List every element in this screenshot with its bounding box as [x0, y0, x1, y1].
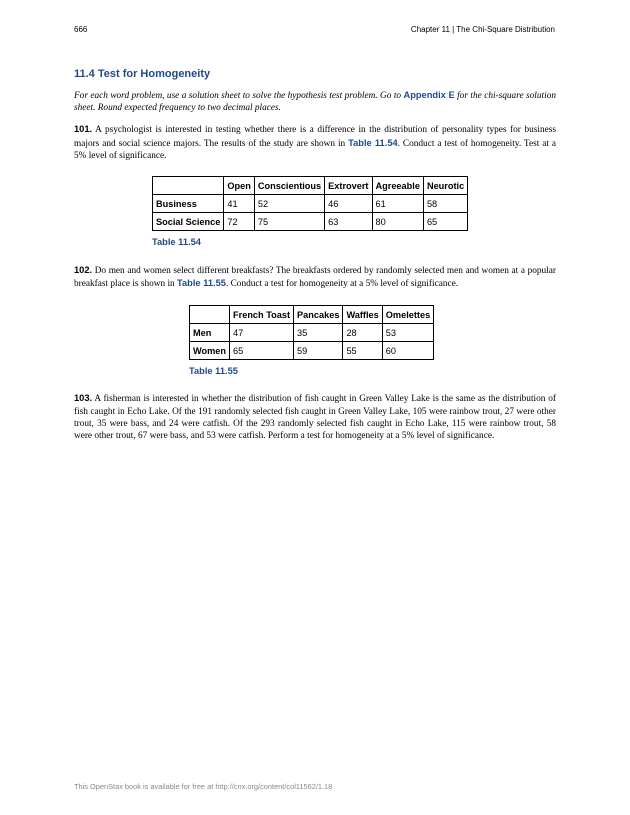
table-11-54 — [152, 176, 468, 231]
table-cell: 35 — [294, 324, 343, 342]
table-header-cell: French Toast — [230, 306, 294, 324]
table-header-cell — [153, 177, 224, 195]
row-label: Social Science — [153, 213, 224, 231]
table-row — [190, 324, 434, 342]
table-cell: 80 — [372, 213, 423, 231]
table-header-cell: Pancakes — [294, 306, 343, 324]
page-number: 666 — [74, 25, 88, 34]
exercise-text-pre: Do men and women select different breakfasts? The breakfasts ordered by randomly selected men and women at a popular breakfast place is shown in — [74, 266, 556, 290]
table-cell: 41 — [224, 195, 254, 213]
appendix-e-link[interactable]: Appendix E — [403, 90, 455, 100]
table-cell: 65 — [423, 213, 467, 231]
exercise-text: A fisherman is interested in whether the distribution of fish caught in Green Valley Lake is the same as the distribution of fish caught in Echo Lake. Of the 191 randomly selected fish caught in Green Valley Lake, 105 were rainbow trout, 27 were other trout, 35 were bass, and 24 were catfish. Of the 293 randomly selected fish caught in Echo Lake, 115 were rainbow trout, 58 were other trout, 67 were bass, and 53 were catfish. Perform a test for homogeneity at a 5% level of significance. — [74, 394, 556, 442]
instructions-text-post: for the chi-square solution sheet. Round expected frequency to two decimal places. — [74, 91, 556, 114]
table-cell: 61 — [372, 195, 423, 213]
row-label: Business — [153, 195, 224, 213]
table-cell: 63 — [325, 213, 372, 231]
section-instructions — [74, 89, 556, 114]
table-11-54-link[interactable]: Table 11.54 — [348, 137, 398, 148]
table-header-cell: Neurotic — [423, 177, 467, 195]
table-header-cell: Waffles — [343, 306, 382, 324]
exercise-number: 102. — [74, 265, 93, 276]
table-cell: 55 — [343, 342, 382, 360]
table-header-cell: Extrovert — [325, 177, 372, 195]
table-row — [190, 342, 434, 360]
table-header-row — [190, 306, 434, 324]
table-cell: 53 — [382, 324, 433, 342]
exercise-number: 103. — [74, 393, 93, 404]
table-header-cell: Conscientious — [254, 177, 324, 195]
instructions-text-pre: For each word problem, use a solution sheet to solve the hypothesis test problem. Go to — [74, 91, 404, 101]
exercise-text-post: . Conduct a test of homogeneity. Test at a 5% level of significance. — [74, 138, 556, 161]
table-11-55-link[interactable]: Table 11.55 — [177, 278, 226, 289]
footer-text: This OpenStax book is available for free at http://cnx.org/content/col11562/1.18 — [74, 782, 333, 791]
table-header-cell — [190, 306, 230, 324]
table-cell: 47 — [230, 324, 294, 342]
table-header-cell: Open — [224, 177, 254, 195]
table-cell: 60 — [382, 342, 433, 360]
table-cell: 28 — [343, 324, 382, 342]
row-label: Men — [190, 324, 230, 342]
exercise-number: 101. — [74, 124, 93, 135]
table-cell: 58 — [423, 195, 467, 213]
table-cell: 52 — [254, 195, 324, 213]
table-cell: 65 — [230, 342, 294, 360]
table-11-55-caption: Table 11.55 — [189, 366, 238, 377]
table-cell: 46 — [325, 195, 372, 213]
table-11-55 — [189, 305, 434, 360]
exercise-103 — [74, 392, 556, 442]
exercise-102 — [74, 264, 556, 290]
table-11-54-caption: Table 11.54 — [152, 237, 201, 248]
table-header-row — [153, 177, 468, 195]
table-cell: 59 — [294, 342, 343, 360]
page-content — [74, 68, 556, 442]
section-title: 11.4 Test for Homogeneity — [74, 68, 211, 80]
row-label: Women — [190, 342, 230, 360]
table-header-cell: Omelettes — [382, 306, 433, 324]
exercise-101 — [74, 123, 556, 162]
table-header-cell: Agreeable — [372, 177, 423, 195]
table-row — [153, 213, 468, 231]
table-cell: 75 — [254, 213, 324, 231]
chapter-header: Chapter 11 | The Chi-Square Distribution — [410, 25, 555, 34]
table-row — [153, 195, 468, 213]
exercise-text-pre: A psychologist is interested in testing whether there is a difference in the distribution of personality types for business majors and social science majors. The results of the study are shown in — [74, 125, 556, 149]
exercise-text-post: . Conduct a test for homogeneity at a 5% level of significance. — [225, 279, 459, 290]
table-cell: 72 — [224, 213, 254, 231]
